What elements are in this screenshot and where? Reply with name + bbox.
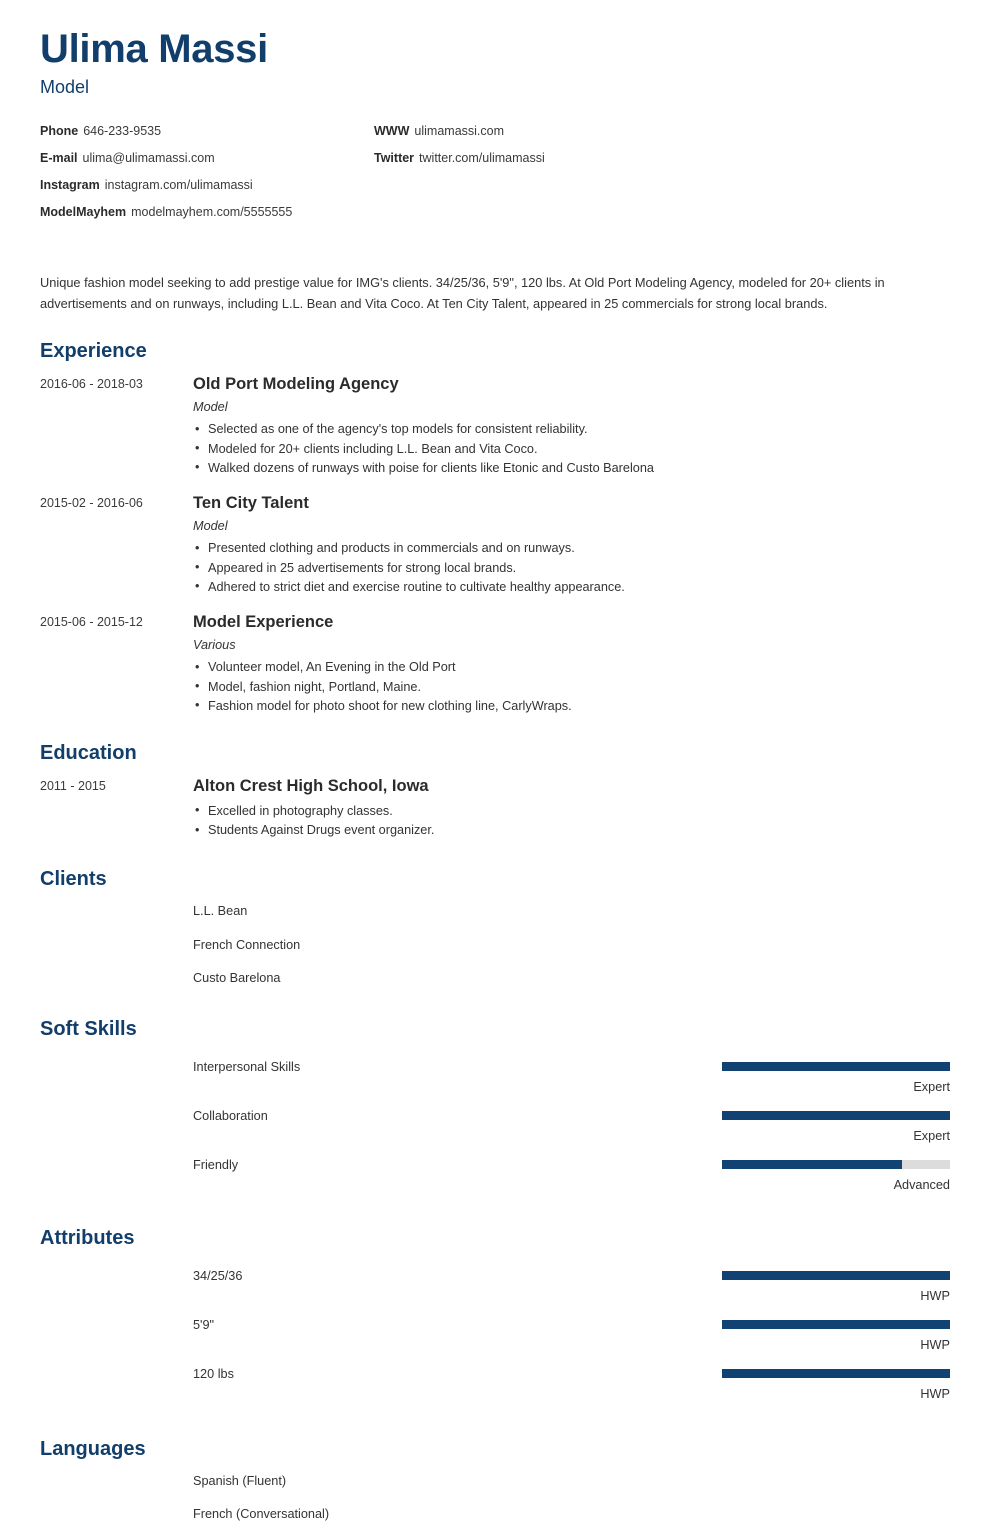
entry-role: Model [193, 518, 228, 533]
entry-dates: 2011 - 2015 [40, 779, 106, 794]
contact-item-instagram [40, 179, 374, 193]
section-title-clients: Clients [40, 868, 107, 891]
experience-entry-list [40, 374, 950, 716]
entry-organization: Alton Crest High School, Iowa [193, 777, 429, 796]
attributes-list [193, 1261, 950, 1406]
rating-level-label: HWP [920, 1387, 950, 1402]
entry-bullet: • Modeled for 20+ clients including L.L. Bean and Vita Coco. [193, 440, 950, 459]
rated-label: Interpersonal Skills [193, 1060, 301, 1075]
section-education [0, 742, 990, 840]
client-item: Custo Barelona [193, 970, 281, 985]
soft-skill-row [193, 1055, 950, 1104]
section-title-attributes: Attributes [40, 1227, 135, 1250]
rating-bar-track [722, 1320, 950, 1329]
entry-bullet-list [193, 658, 950, 716]
section-attributes [0, 1227, 990, 1406]
entry-bullet: • Model, fashion night, Portland, Maine. [193, 678, 950, 697]
contact-item-www [374, 125, 950, 139]
candidate-name: Ulima Massi [40, 27, 268, 71]
rating-bar-fill [722, 1320, 950, 1329]
entry-bullet: • Fashion model for photo shoot for new clothing line, CarlyWraps. [193, 697, 950, 716]
contact-details [40, 125, 950, 233]
rating-level-label: Advanced [893, 1178, 950, 1193]
contact-item-twitter [374, 152, 950, 166]
entry-organization: Old Port Modeling Agency [193, 375, 399, 394]
resume-header [0, 0, 990, 233]
rating-bar-fill [722, 1271, 950, 1280]
clients-list [193, 902, 950, 986]
entry-bullet: • Excelled in photography classes. [193, 802, 950, 821]
section-soft-skills [0, 1018, 990, 1197]
rating-level-label: HWP [920, 1338, 950, 1353]
contact-value[interactable]: instagram.com/ulimamassi [104, 177, 253, 192]
entry-body [193, 776, 950, 840]
entry-bullet: • Students Against Drugs event organizer. [193, 821, 950, 840]
contact-value[interactable]: modelmayhem.com/5555555 [131, 204, 293, 219]
contact-item-e-mail [40, 152, 374, 166]
rating-bar-track [722, 1271, 950, 1280]
rating-bar-track [722, 1062, 950, 1071]
contact-label: WWW [374, 123, 410, 138]
section-title-experience: Experience [40, 340, 147, 363]
contact-item-modelmayhem [40, 206, 374, 220]
entry-body [193, 493, 950, 597]
entry-role: Various [193, 637, 236, 652]
contact-value[interactable]: 646-233-9535 [83, 123, 162, 138]
language-item: French (Conversational) [193, 1507, 330, 1522]
client-item: L.L. Bean [193, 904, 248, 919]
entry-dates: 2015-02 - 2016-06 [40, 496, 143, 511]
section-languages [0, 1438, 990, 1522]
rating-level-label: Expert [913, 1080, 950, 1095]
entry-organization: Model Experience [193, 613, 334, 632]
entry-bullet: • Walked dozens of runways with poise for clients like Etonic and Custo Barelona [193, 459, 950, 478]
education-entry-list [40, 776, 950, 840]
rated-label: 5'9" [193, 1318, 215, 1333]
entry-body [193, 374, 950, 478]
attribute-row [193, 1264, 950, 1313]
experience-entry [40, 374, 950, 478]
client-item: French Connection [193, 937, 301, 952]
languages-list [193, 1472, 950, 1522]
entry-body [193, 612, 950, 716]
entry-dates: 2015-06 - 2015-12 [40, 615, 143, 630]
rated-label: Collaboration [193, 1109, 268, 1124]
rating-level-label: HWP [920, 1289, 950, 1304]
rating-bar-fill [722, 1369, 950, 1378]
rating-bar-fill [722, 1160, 902, 1169]
entry-bullet-list [193, 420, 950, 478]
attribute-row [193, 1313, 950, 1362]
experience-entry [40, 493, 950, 597]
rated-label: Friendly [193, 1158, 239, 1173]
entry-role: Model [193, 399, 228, 414]
rating-bar-track [722, 1111, 950, 1120]
experience-entry [40, 612, 950, 716]
entry-bullet: • Selected as one of the agency's top models for consistent reliability. [193, 420, 950, 439]
entry-organization: Ten City Talent [193, 494, 309, 513]
contact-label: Phone [40, 123, 79, 138]
section-clients [0, 868, 990, 986]
section-experience [0, 340, 990, 716]
contact-label: ModelMayhem [40, 204, 127, 219]
rating-bar-fill [722, 1111, 950, 1120]
contact-label: Twitter [374, 150, 415, 165]
contact-value[interactable]: ulimamassi.com [414, 123, 505, 138]
entry-bullet: • Adhered to strict diet and exercise routine to cultivate healthy appearance. [193, 578, 950, 597]
contact-label: E-mail [40, 150, 78, 165]
contact-value[interactable]: ulima@ulimamassi.com [82, 150, 215, 165]
entry-bullet-list [193, 539, 950, 597]
contact-value[interactable]: twitter.com/ulimamassi [419, 150, 545, 165]
entry-bullet-list [193, 802, 950, 841]
entry-bullet: • Volunteer model, An Evening in the Old Port [193, 658, 950, 677]
soft-skills-list [193, 1052, 950, 1197]
rating-bar-track [722, 1160, 950, 1169]
education-entry [40, 776, 950, 840]
soft-skill-row [193, 1104, 950, 1153]
entry-bullet: • Appeared in 25 advertisements for strong local brands. [193, 559, 950, 578]
rating-level-label: Expert [913, 1129, 950, 1144]
section-title-languages: Languages [40, 1438, 146, 1461]
section-title-soft-skills: Soft Skills [40, 1018, 137, 1041]
rated-label: 120 lbs [193, 1367, 234, 1382]
rated-label: 34/25/36 [193, 1269, 243, 1284]
candidate-job-title: Model [40, 77, 90, 98]
rating-bar-fill [722, 1062, 950, 1071]
language-item: Spanish (Fluent) [193, 1474, 287, 1489]
contact-item-phone [40, 125, 374, 139]
section-title-education: Education [40, 742, 137, 765]
professional-summary: Unique fashion model seeking to add prestige value for IMG's clients. 34/25/36, 5'9", 120 lbs. At Old Port Modeling Agency, modeled for 20+ clients in advertisements and on runways, including L.L. Bean and Vita Coco. At Ten City Talent, appeared in 25 commercials for strong local brands. [40, 274, 885, 311]
entry-dates: 2016-06 - 2018-03 [40, 377, 143, 392]
entry-bullet: • Presented clothing and products in commercials and on runways. [193, 539, 950, 558]
soft-skill-row [193, 1153, 950, 1197]
contact-label: Instagram [40, 177, 100, 192]
rating-bar-track [722, 1369, 950, 1378]
